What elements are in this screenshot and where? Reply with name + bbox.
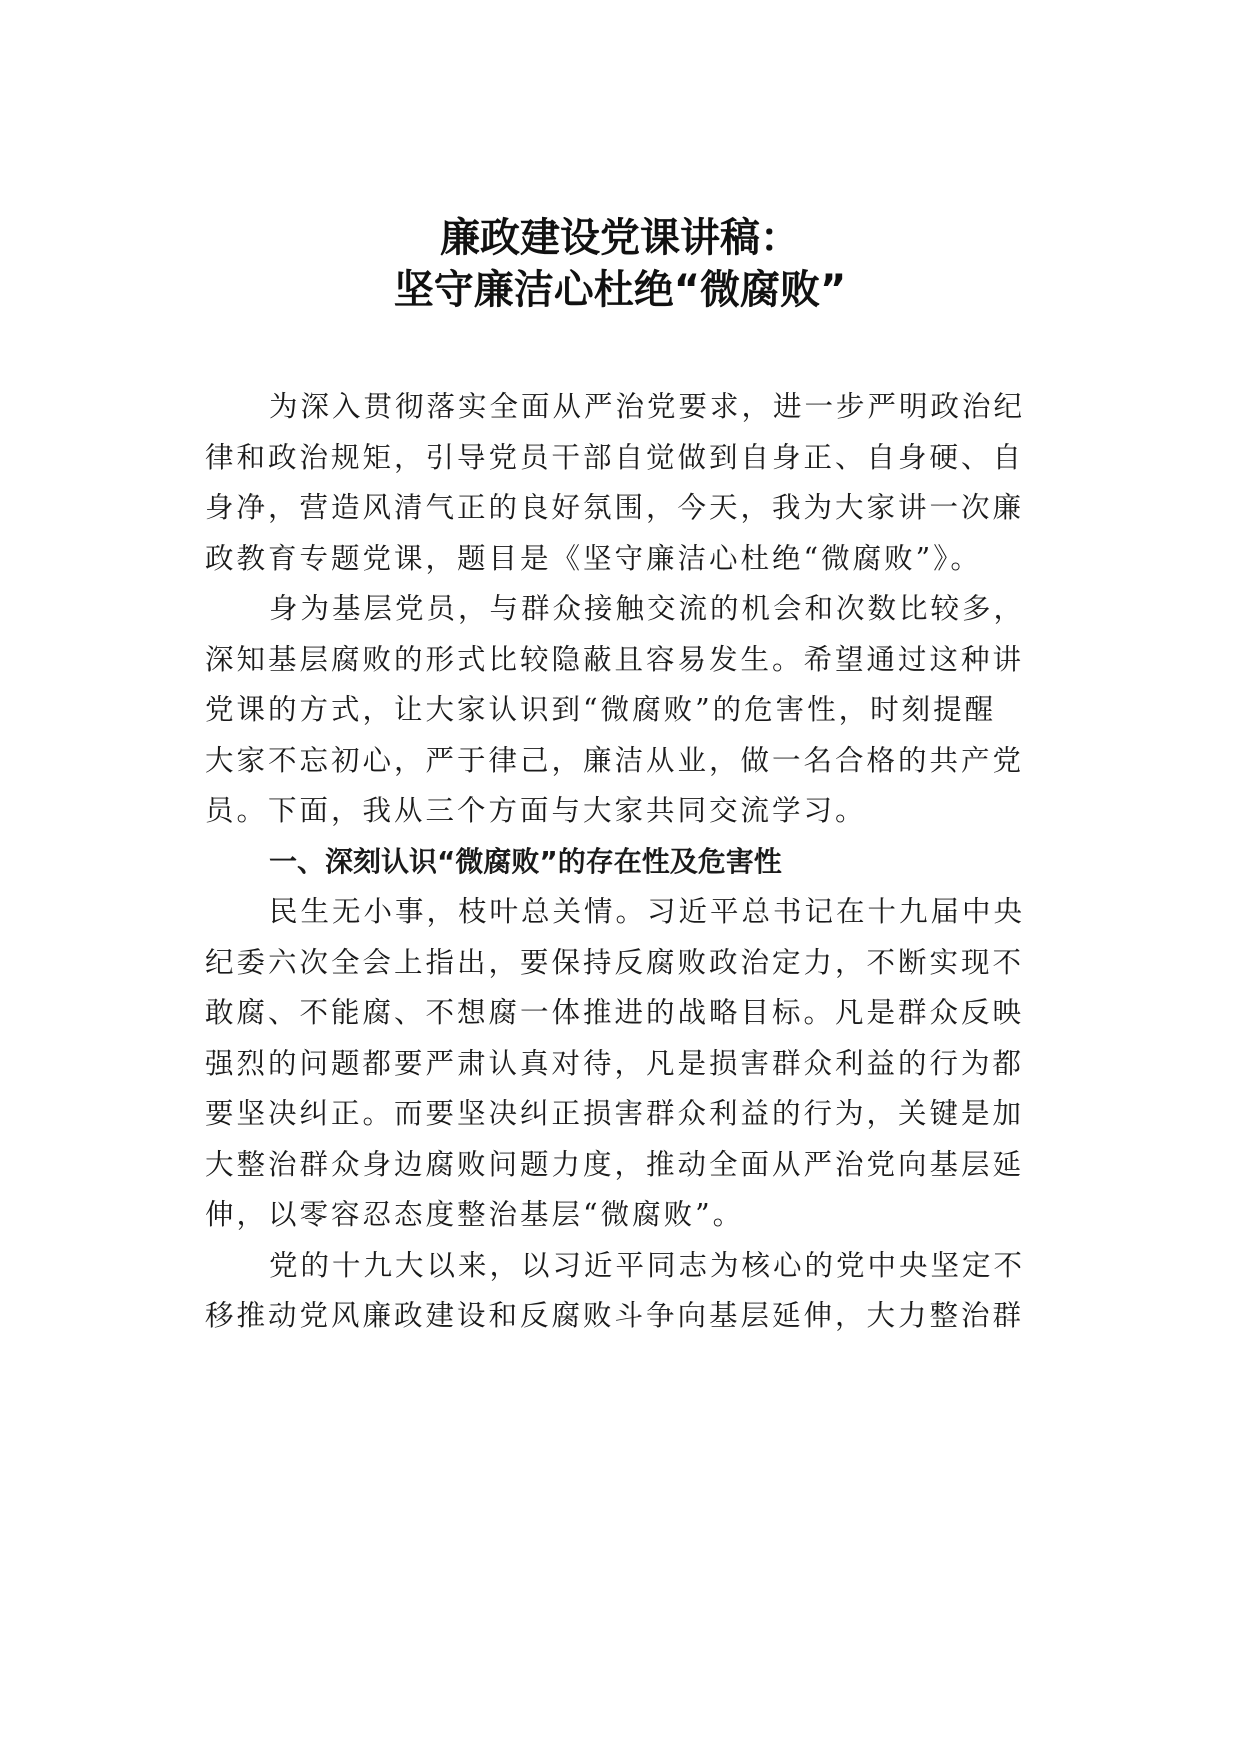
text-line: 移推动党风廉政建设和反腐败斗争向基层延伸，大力整治群 xyxy=(205,1299,1025,1332)
text-line: 大整治群众身边腐败问题力度，推动全面从严治党向基层延 xyxy=(205,1147,1025,1181)
document-title xyxy=(0,212,1240,316)
text-line: 敢腐、不能腐、不想腐一体推进的战略目标。凡是群众反映 xyxy=(205,996,1025,1029)
document-body xyxy=(205,382,1057,1342)
text-line: 大家不忘初心，严于律己，廉洁从业，做一名合格的共产党 xyxy=(205,743,1025,777)
text-line: 律和政治规矩，引导党员干部自觉做到自身正、自身硬、自 xyxy=(205,440,1025,474)
text-line: 要坚决纠正。而要坚决纠正损害群众利益的行为，关键是加 xyxy=(205,1097,1025,1130)
paragraph-2 xyxy=(205,584,1057,837)
text-line: 党课的方式，让大家认识到“微腐败”的危害性，时刻提醒 xyxy=(205,693,997,726)
text-line: 民生无小事，枝叶总关情。习近平总书记在十九届中央 xyxy=(269,895,1026,928)
text-line: 纪委六次全会上指出，要保持反腐败政治定力，不断实现不 xyxy=(205,945,1025,979)
text-line: 为深入贯彻落实全面从严治党要求，进一步严明政治纪 xyxy=(269,390,1026,423)
text-line: 强烈的问题都要严肃认真对待，凡是损害群众利益的行为都 xyxy=(205,1046,1025,1080)
paragraph-3 xyxy=(205,887,1057,1241)
text-line: 政教育专题党课，题目是《坚守廉洁心杜绝“微腐败”》。 xyxy=(205,541,982,575)
title-line-2: 坚守廉洁心杜绝“微腐败” xyxy=(393,267,847,313)
text-line: 伸，以零容忍态度整治基层“微腐败”。 xyxy=(205,1198,745,1231)
title-line-1: 廉政建设党课讲稿： xyxy=(440,215,800,261)
text-line: 党的十九大以来，以习近平同志为核心的党中央坚定不 xyxy=(269,1248,1026,1282)
text-line: 身为基层党员，与群众接触交流的机会和次数比较多， xyxy=(269,592,1026,625)
text-line: 身净，营造风清气正的良好氛围，今天，我为大家讲一次廉 xyxy=(205,491,1025,524)
paragraph-4 xyxy=(205,1241,1057,1342)
text-line: 员。下面，我从三个方面与大家共同交流学习。 xyxy=(205,794,867,827)
paragraph-1 xyxy=(205,382,1057,584)
text-line: 深知基层腐败的形式比较隐蔽且容易发生。希望通过这种讲 xyxy=(205,642,1025,676)
section-heading: 一、深刻认识“微腐败”的存在性及危害性 xyxy=(269,844,782,878)
